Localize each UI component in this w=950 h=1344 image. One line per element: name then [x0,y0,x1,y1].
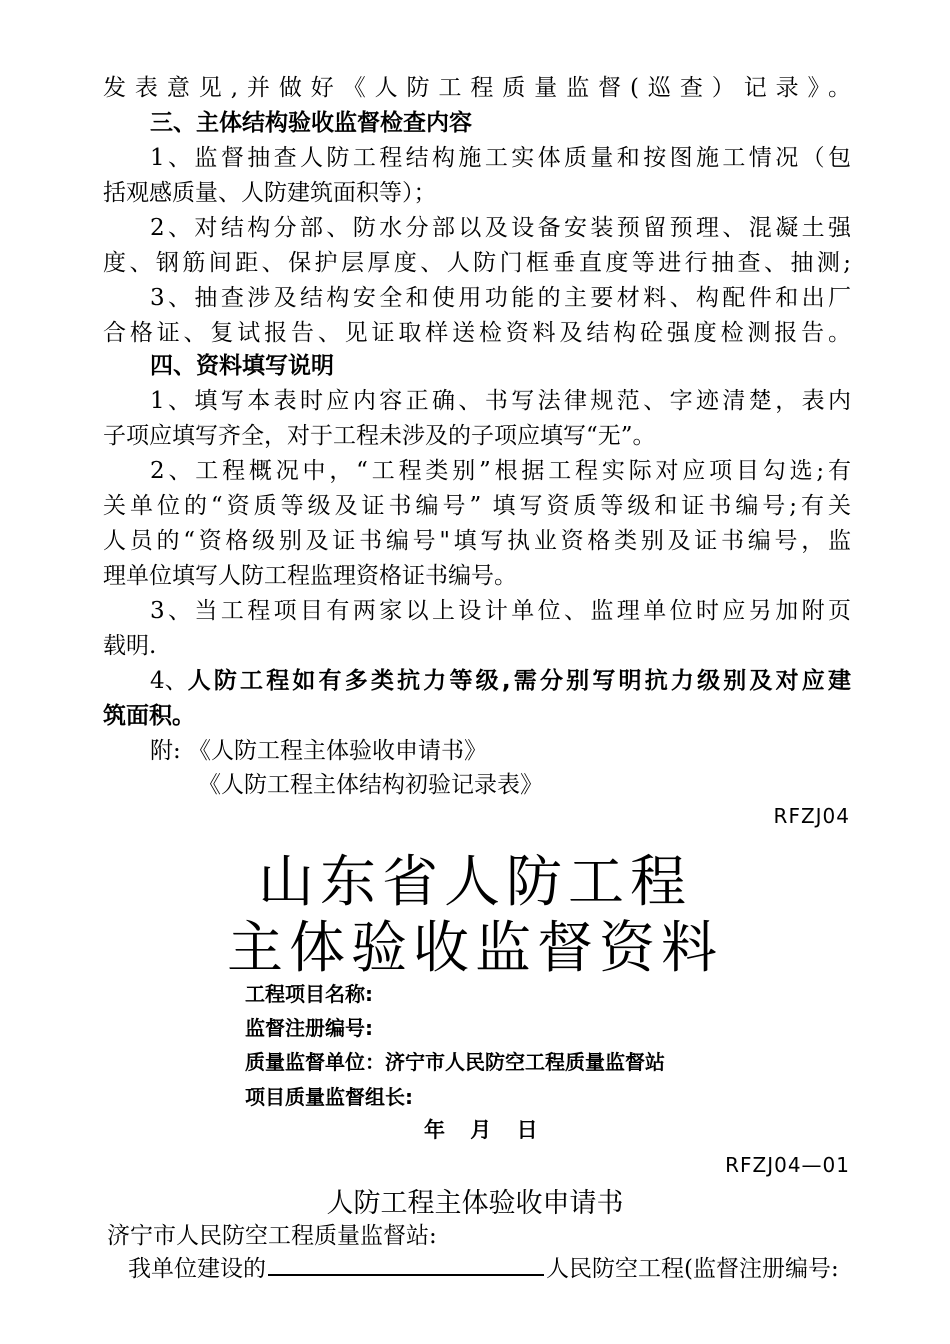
paragraph-line: 3、抽查涉及结构安全和使用功能的主要材料、构配件和出厂 [150,285,851,311]
paragraph-line: 2、工程概况中，“工程类别”根据工程实际对应项目勾选;有 [150,458,851,484]
addressee: 济宁市人民防空工程质量监督站: [107,1223,437,1249]
form-code: RFZJ04 [773,804,850,828]
field-project-name: 工程项目名称: [245,982,373,1006]
application-title: 人防工程主体验收申请书 [326,1188,624,1219]
paragraph-line: 子项应填写齐全，对于工程未涉及的子项应填写“无”。 [103,423,656,449]
field-supervision-leader: 项目质量监督组长: [245,1085,413,1109]
paragraph-line: 度、钢筋间距、保护层厚度、人防门框垂直度等进行抽查、抽测; [103,250,851,276]
paragraph-line: 理单位填写人防工程监理资格证书编号。 [103,563,517,589]
project-name-blank[interactable] [268,1252,544,1276]
body-text-start: 我单位建设的 [128,1256,266,1282]
bold-note: 人防工程如有多类抗力等级,需分别写明抗力级别及对应建 [187,668,851,694]
paragraph-line: 3、当工程项目有两家以上设计单位、监理单位时应另加附页 [150,598,851,624]
item-number: 4、 [150,668,188,694]
paragraph-line: 合格证、复试报告、见证取样送检资料及结构砼强度检测报告。 [103,320,851,346]
field-supervision-unit: 质量监督单位：济宁市人民防空工程质量监督站 [245,1050,665,1074]
section-heading-4: 四、资料填写说明 [150,353,334,379]
attachment-line: 附: 《人防工程主体验收申请书》 [150,738,488,764]
paragraph-line: 载明. [103,633,157,659]
section-heading-3: 三、主体结构验收监督检查内容 [150,110,472,136]
paragraph-line: 人员的“资格级别及证书编号"填写执业资格类别及证书编号，监 [103,528,851,554]
cover-title-line-2: 主体验收监督资料 [227,916,723,981]
paragraph-line: 2、对结构分部、防水分部以及设备安装预留预理、混凝土强 [150,215,851,241]
paragraph-line: 关单位的“资质等级及证书编号” 填写资质等级和证书编号;有关 [103,493,851,519]
bold-note: 筑面积。 [103,703,195,729]
field-registration-number: 监督注册编号: [245,1016,373,1040]
paragraph-line: 1、监督抽查人防工程结构施工实体质量和按图施工情况（包 [150,145,851,171]
paragraph-line: 1、填写本表时应内容正确、书写法律规范、字迹清楚，表内 [150,388,851,414]
attachment-line: 《人防工程主体结构初验记录表》 [198,772,543,798]
paragraph-line [150,662,851,700]
cover-title-line-1: 山东省人防工程 [258,850,692,915]
paragraph-line: 括观感质量、人防建筑面积等）； [103,180,437,206]
paragraph-line: 发表意见,并做好《人防工程质量监督(巡查）记录》。 [103,75,851,101]
form-code: RFZJ04—01 [725,1153,850,1177]
application-body-line [128,1250,868,1288]
date-line: 年 月 日 [424,1118,538,1142]
body-text-end: 人民防空工程(监督注册编号: [546,1256,839,1282]
